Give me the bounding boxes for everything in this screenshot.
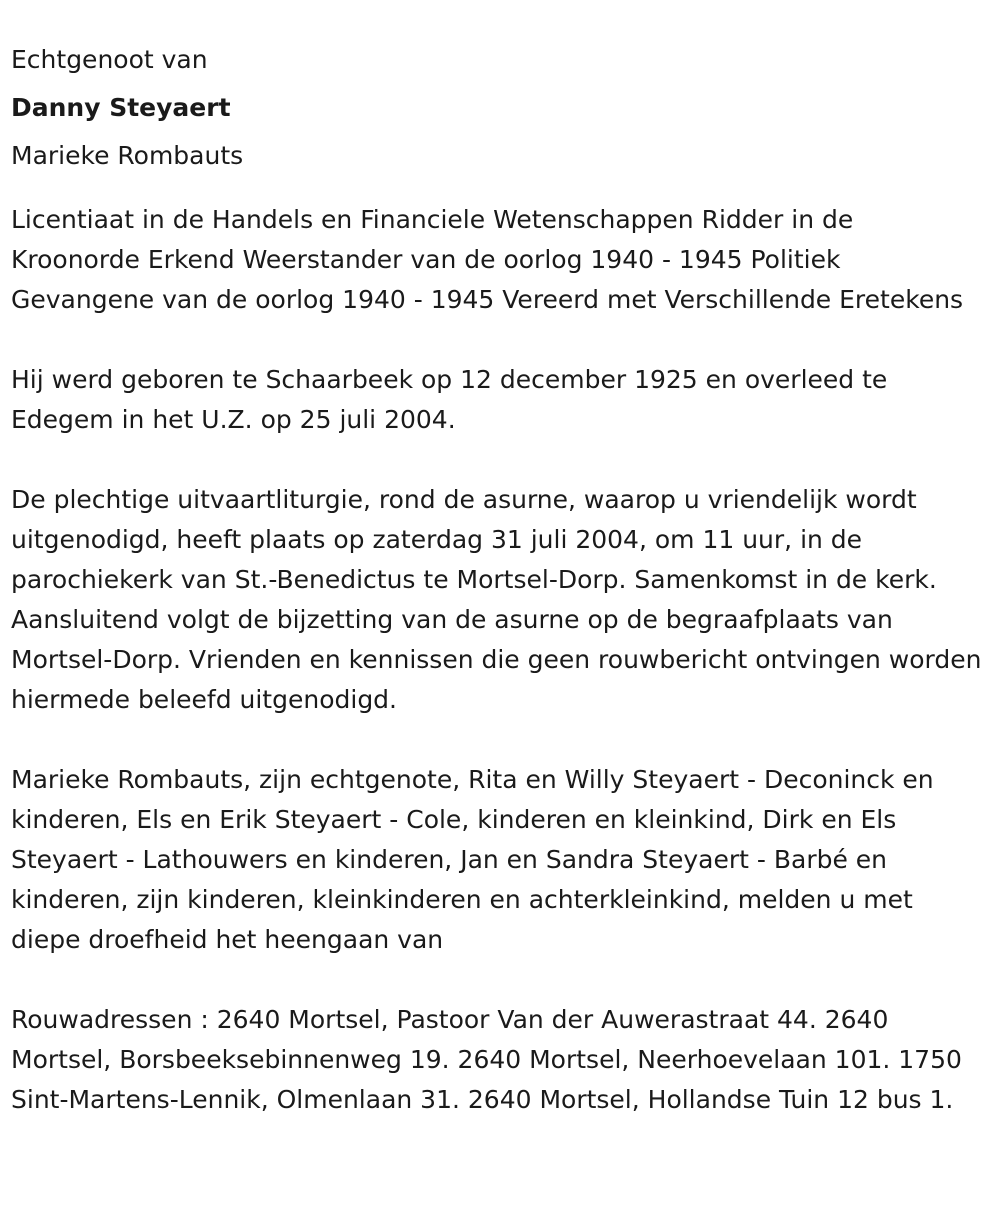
family-paragraph: Marieke Rombauts, zijn echtgenote, Rita en Willy Steyaert - Deconinck en kinderen, Els en Erik Steyaert - Cole, kinderen en kleinkind, Dirk en Els Steyaert - Lathouwers en kinderen, Jan en Sandra Steyaert - Barbé en kinderen, zijn kinderen, kleinkinderen en achterkleinkind, melden u met diepe droefheid het heengaan van [11,765,934,954]
titles-paragraph: Licentiaat in de Handels en Financiele Wetenschappen Ridder in de Kroonorde Erkend Weerstander van de oorlog 1940 - 1945 Politiek Gevangene van de oorlog 1940 - 1945 Vereerd met Verschillende Eretekens [11,205,964,314]
ceremony-paragraph: De plechtige uitvaartliturgie, rond de asurne, waarop u vriendelijk wordt uitgenodigd, heeft plaats op zaterdag 31 juli 2004, om 11 uur, in de parochiekerk van St.-Benedictus te Mortsel-Dorp. Samenkomst in de kerk. Aansluitend volgt de bijzetting van de asurne op de begraafplaats van Mortsel-Dorp. Vrienden en kennissen die geen rouwbericht ontvingen worden hiermede beleefd uitgenodigd. [11,485,982,714]
birth-death-paragraph: Hij werd geboren te Schaarbeek op 12 december 1925 en overleed te Edegem in het U.Z. op 25 juli 2004. [11,365,888,434]
deceased-name: Danny Steyaert [11,93,231,122]
spouse-name: Marieke Rombauts [11,141,244,170]
spouse-of-label: Echtgenoot van [11,45,208,74]
addresses-paragraph: Rouwadressen : 2640 Mortsel, Pastoor Van der Auwerastraat 44. 2640 Mortsel, Borsbeeksebinnenweg 19. 2640 Mortsel, Neerhoevelaan 101. 1750 Sint-Martens-Lennik, Olmenlaan 31. 2640 Mortsel, Hollandse Tuin 12 bus 1. [11,1005,962,1114]
